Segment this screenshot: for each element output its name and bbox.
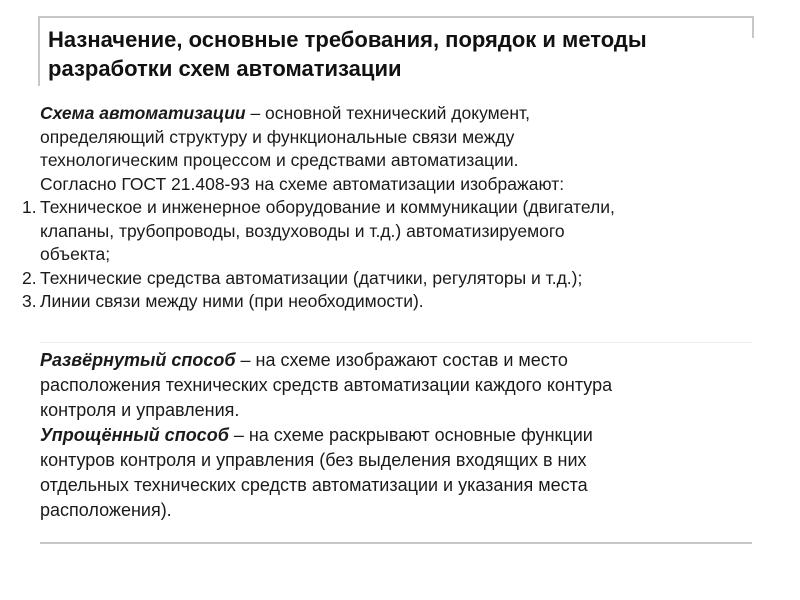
simplified-line-3: отдельных технических средств автоматизации и указания места (40, 475, 588, 495)
title-line-2: разработки схем автоматизации (48, 56, 402, 81)
expanded-line-1-rest: – на схеме изображают состав и место (235, 350, 568, 370)
simplified-line-1-rest: – на схеме раскрывают основные функции (228, 425, 593, 445)
definition-line-1-rest: – основной технический документ, (245, 103, 530, 123)
simplified-line-1 (40, 423, 760, 448)
page-title (48, 25, 788, 83)
simplified-line-4: расположения). (40, 500, 172, 520)
list-item-2-number: 2. (22, 267, 37, 288)
list-item-1-line-3: объекта; (40, 244, 111, 264)
section-divider (40, 342, 752, 343)
simplified-term: Упрощённый способ (40, 425, 229, 445)
definition-line-3: технологическим процессом и средствами автоматизации. (40, 150, 519, 170)
list-item-3-line-1: Линии связи между ними (при необходимости). (40, 291, 424, 311)
list-item-2-line-1: Технические средства автоматизации (датчики, регуляторы и т.д.); (40, 267, 583, 288)
list-item-1-number: 1. (22, 197, 37, 217)
bottom-rule (40, 542, 752, 544)
definition-term: Схема автоматизации (40, 103, 246, 123)
title-line-1: Назначение, основные требования, порядок и методы (48, 27, 647, 52)
expanded-line-2: расположения технических средств автоматизации каждого контура (40, 375, 613, 395)
list-item-3 (22, 290, 760, 314)
definition-line-2: определяющий структуру и функциональные связи между (40, 126, 515, 147)
gost-line: Согласно ГОСТ 21.408-93 на схеме автоматизации изображают: (40, 173, 565, 194)
simplified-line-2: контуров контроля и управления (без выделения входящих в них (40, 450, 587, 470)
list-item-1-line-1: Техническое и инженерное оборудование и коммуникации (двигатели, (40, 197, 615, 217)
expanded-line-3: контроля и управления. (40, 400, 240, 420)
list-item-1 (22, 196, 760, 267)
definition-line-1 (40, 102, 760, 126)
definition-block (22, 102, 760, 314)
methods-block (40, 348, 760, 523)
list-item-2 (22, 267, 760, 291)
list-item-3-number: 3. (22, 291, 37, 311)
expanded-line-1 (40, 348, 760, 373)
expanded-term: Развёрнутый способ (40, 350, 236, 370)
list-item-1-line-2: клапаны, трубопроводы, воздуховоды и т.д.) автоматизируемого (40, 220, 565, 241)
